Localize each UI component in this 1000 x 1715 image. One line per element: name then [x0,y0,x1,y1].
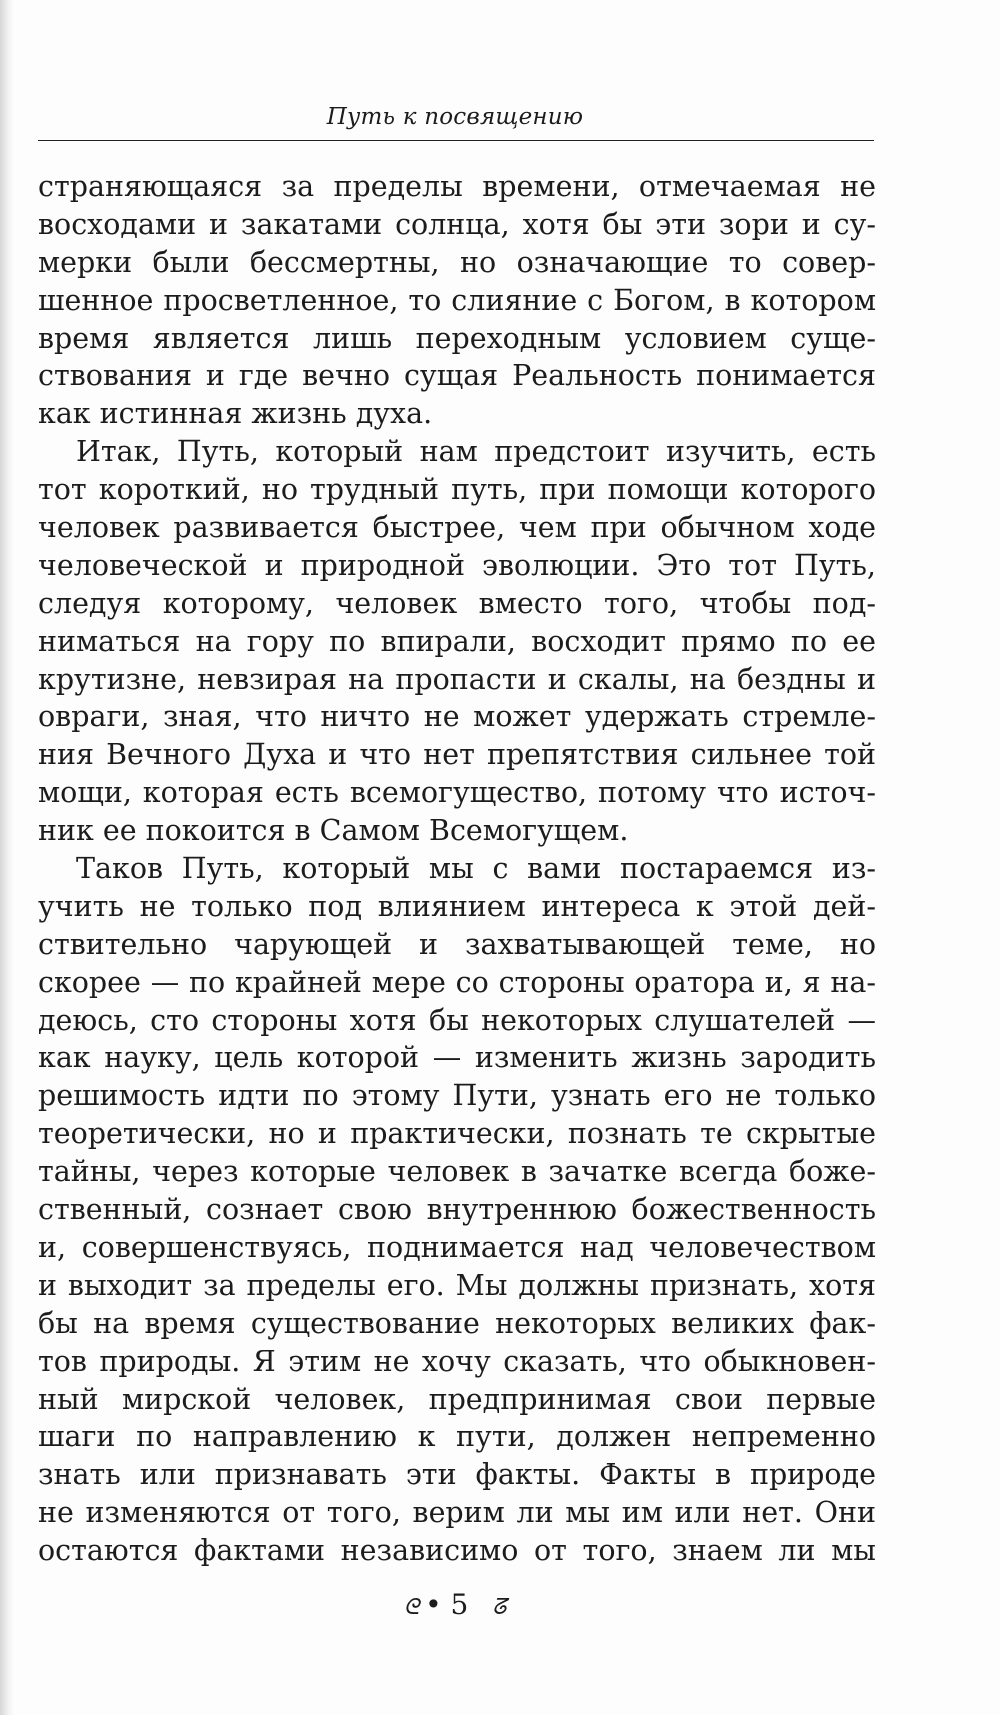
text-line: ния Вечного Духа и что нет препятствия сильнее той [38,738,876,772]
text-line: восходами и закатами солнца, хотя бы эти зори и су- [38,207,876,241]
text-line: тов природы. Я этим не хочу сказать, что обыкновен- [38,1344,876,1378]
text-line: и выходит за пределы его. Мы должны признать, хотя [38,1268,876,1302]
text-line: человек развивается быстрее, чем при обычном ходе [38,511,876,545]
text-line: овраги, зная, что ничто не может удержать стремле- [38,700,876,734]
text-line: ник ее покоится в Самом Всемогущем. [38,814,629,848]
text-line: скорее — по крайней мере со стороны оратора и, я на- [38,965,876,999]
text-line: учить не только под влиянием интереса к этой дей- [38,889,876,923]
text-line: бы на время существование некоторых великих фак- [38,1306,876,1340]
body-text [38,168,876,1570]
header-rule [38,140,874,141]
text-line: теоретически, но и практически, познать те скрытые [38,1117,876,1151]
text-line: шенное просветленное, то слияние с Богом, в котором [38,283,876,317]
text-line: Итак, Путь, который нам предстоит изучить, есть [76,435,876,469]
page-footer [0,1588,910,1621]
text-line: знать или признавать эти факты. Факты в природе [38,1458,876,1492]
ornament-left-icon: ᘓ [403,1595,420,1620]
text-line: ствительно чарующей и захватывающей теме, но [38,927,876,961]
text-line: ниматься на гору по впирали, восходит прямо по ее [38,624,876,658]
folio-separator: • [425,1588,442,1621]
page-edge-shadow [0,0,14,1715]
text-line: тайны, через которые человек в зачатке всегда боже- [38,1155,876,1189]
text-line: Таков Путь, который мы с вами постараемся из- [76,852,876,886]
text-line: решимость идти по этому Пути, узнать его не только [38,1079,876,1113]
text-line: время является лишь переходным условием суще- [38,321,876,355]
text-line: как истинная жизнь духа. [38,397,433,431]
running-title: Путь к посвящению [326,104,584,130]
text-line: ствования и где вечно сущая Реальность понимается [38,359,876,393]
ornament-right-icon: ᘔ [492,1595,507,1620]
text-line: деюсь, сто стороны хотя бы некоторых слушателей — [38,1003,876,1037]
text-line: тот короткий, но трудный путь, при помощи которого [38,473,876,507]
text-line: и, совершенствуясь, поднимается над человечеством [38,1230,876,1264]
text-line: мощи, которая есть всемогущество, потому что источ- [38,776,876,810]
text-line: мерки были бессмертны, но означающие то совер- [38,245,876,279]
text-line: следуя которому, человек вместо того, чтобы под- [38,586,876,620]
text-line: ный мирской человек, предпринимая свои первые [38,1382,876,1416]
page-number: 5 [450,1588,469,1621]
text-line: остаются фактами независимо от того, знаем ли мы [38,1534,876,1568]
text-line: человеческой и природной эволюции. Это тот Путь, [38,548,876,582]
text-line: не изменяются от того, верим ли мы им или нет. Они [38,1496,876,1530]
text-line: страняющаяся за пределы времени, отмечаемая не [38,170,876,203]
text-line: ственный, сознает свою внутреннюю божественность [38,1193,876,1227]
text-line: как науку, цель которой — изменить жизнь зародить [38,1041,876,1075]
text-line: крутизне, невзирая на пропасти и скалы, на бездны и [38,662,876,696]
text-line: шаги по направлению к пути, должен непременно [38,1420,876,1454]
